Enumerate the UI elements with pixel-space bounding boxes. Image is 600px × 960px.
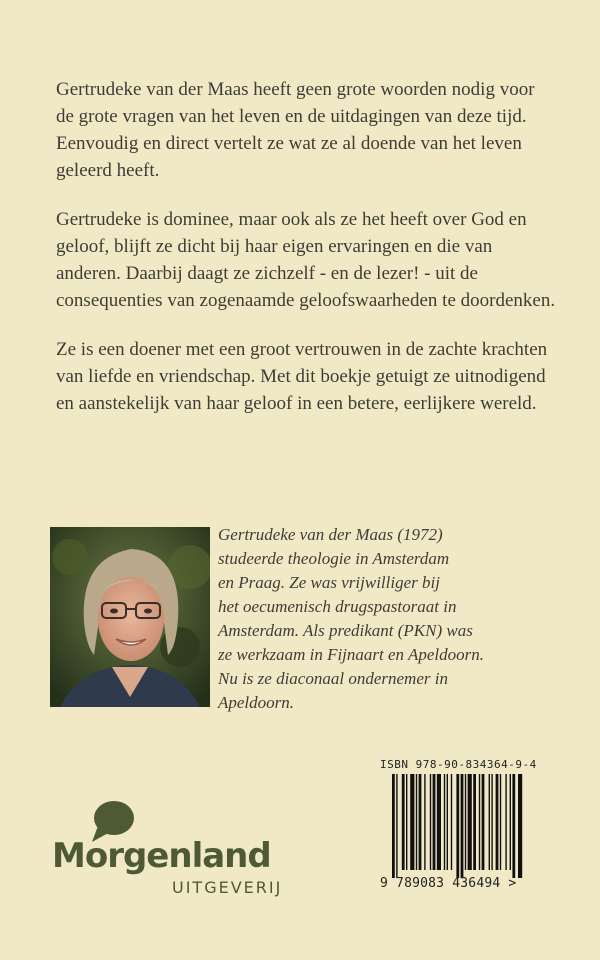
publisher-name: Morgenland [52,836,271,876]
publisher-subtitle: UITGEVERIJ [172,878,283,897]
author-bio-line: Gertrudeke van der Maas (1972) [218,525,443,544]
blurb-paragraph-2: Gertrudeke is dominee, maar ook als ze het heeft over God en geloof, blijft ze dicht bij haar eigen ervaringen en die van anderen. Daarbij daagt ze zichzelf - en de lezer! - uit de consequenties van zogenaamde geloofswaarheden te doordenken. [56,209,556,311]
blurb-paragraph-3: Ze is een doener met een groot vertrouwen in de zachte krachten van liefde en vriendschap. Met dit boekje getuigt ze uitnodigend en aanstekelijk van haar geloof in een betere, eerlijkere wereld. [56,339,548,414]
isbn-label: ISBN 978-90-834364-9-4 [380,758,537,771]
ean-digits: 9 789083 436494 > [380,876,517,891]
publisher-logo [52,800,292,900]
author-photo [50,527,210,707]
author-bio [218,523,578,715]
author-bio-line: Amsterdam. Als predikant (PKN) was [218,621,473,640]
author-bio-line: ze werkzaam in Fijnaart en Apeldoorn. [218,645,484,664]
author-bio-line: en Praag. Ze was vrijwilliger bij [218,573,440,592]
author-section [50,525,570,712]
blurb [56,76,556,439]
barcode-bars [392,774,552,878]
author-bio-line: het oecumenisch drugspastoraat in [218,597,457,616]
author-bio-line: Apeldoorn. [218,693,295,712]
author-bio-line: studeerde theologie in Amsterdam [218,549,450,568]
blurb-paragraph-1: Gertrudeke van der Maas heeft geen grote woorden nodig voor de grote vragen van het leven en de uitdagingen van deze tijd. Eenvoudig en direct vertelt ze wat ze al doende van het leven geleerd heeft. [56,79,535,181]
isbn-barcode [378,758,568,908]
author-bio-line: Nu is ze diaconaal ondernemer in [218,669,448,688]
